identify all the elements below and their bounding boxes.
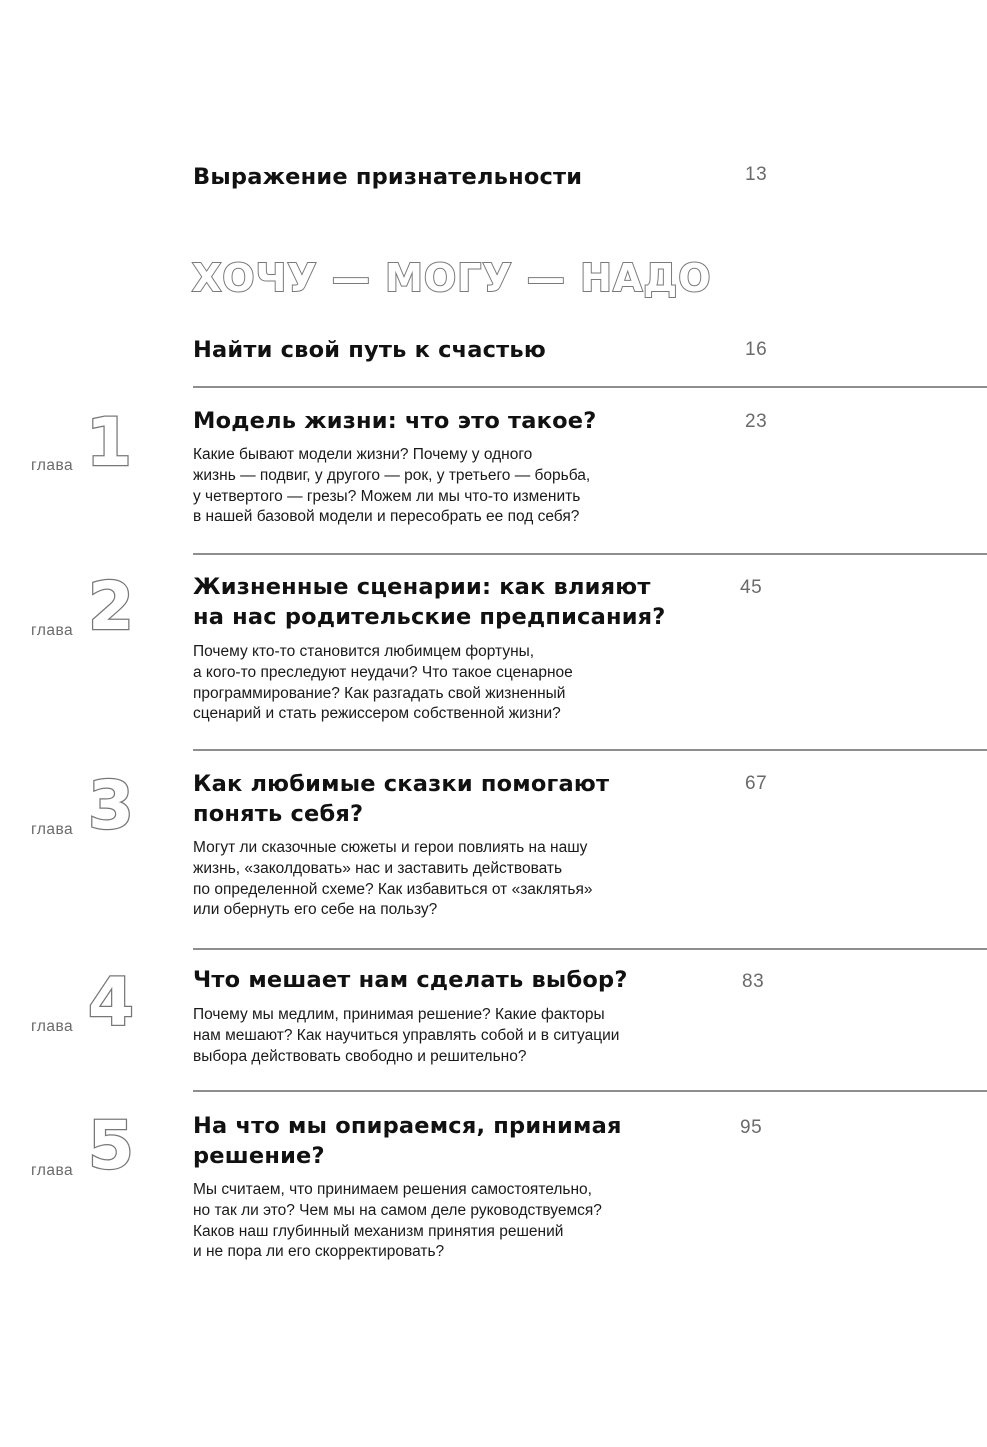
chapter-number-2: 2	[88, 568, 134, 645]
chapter-5-page: 95	[740, 1117, 763, 1138]
chapter-3-title[interactable]: Как любимые сказки помогают понять себя?	[193, 771, 610, 827]
chapter-divider	[193, 553, 987, 555]
chapter-1-page: 23	[745, 411, 768, 432]
chapter-3-description: Могут ли сказочные сюжеты и герои повлиять на нашу жизнь, «заколдовать» нас и заставить действовать по определенной схеме? Как избавиться от «заклятья» или обернуть его себе на пользу?	[193, 839, 593, 919]
chapter-number-3: 3	[88, 767, 134, 844]
chapter-label: глава	[31, 821, 74, 838]
toc-entry-happiness-page: 16	[745, 339, 768, 360]
chapter-divider	[193, 386, 987, 388]
chapter-divider	[193, 749, 987, 751]
chapter-number-4: 4	[88, 964, 134, 1041]
chapter-label: глава	[31, 457, 74, 474]
toc-entry-acknowledgements-title[interactable]: Выражение признательности	[193, 164, 583, 190]
chapter-1-description: Какие бывают модели жизни? Почему у одного жизнь — подвиг, у другого — рок, у третьего — борьба, у четвертого — грезы? Можем ли мы что-то изменить в нашей базовой модели и пересобрать ее под себя?	[193, 446, 591, 526]
part-title: ХОЧУ — МОГУ — НАДО	[192, 256, 712, 300]
chapter-divider	[193, 948, 987, 950]
chapter-divider	[193, 1090, 987, 1092]
chapter-label: глава	[31, 1018, 74, 1035]
chapter-2-title[interactable]: Жизненные сценарии: как влияют на нас родительские предписания?	[193, 574, 666, 630]
chapter-5-description: Мы считаем, что принимаем решения самостоятельно, но так ли это? Чем мы на самом деле руководствуемся? Каков наш глубинный механизм принятия решений и не пора ли его скорректировать?	[193, 1181, 602, 1261]
chapter-4-title[interactable]: Что мешает нам сделать выбор?	[193, 967, 628, 993]
chapter-5-title[interactable]: На что мы опираемся, принимая решение?	[193, 1113, 622, 1169]
chapter-3-page: 67	[745, 773, 768, 794]
chapter-label: глава	[31, 622, 74, 639]
chapter-4-description: Почему мы медлим, принимая решение? Какие факторы нам мешают? Как научиться управлять собой и в ситуации выбора действовать свободно и решительно?	[193, 1006, 620, 1065]
chapter-number-1: 1	[86, 404, 132, 481]
chapter-2-page: 45	[740, 577, 763, 598]
toc-entry-acknowledgements-page: 13	[745, 164, 768, 185]
chapter-2-description: Почему кто-то становится любимцем фортуны, а кого-то преследуют неудачи? Что такое сценарное программирование? Как разгадать свой жизненный сценарий и стать режиссером собственной жизни?	[193, 643, 573, 723]
toc-entry-happiness-title[interactable]: Найти свой путь к счастью	[193, 337, 546, 363]
chapter-number-5: 5	[88, 1107, 134, 1184]
chapter-label: глава	[31, 1162, 74, 1179]
chapter-4-page: 83	[742, 971, 765, 992]
chapter-1-title[interactable]: Модель жизни: что это такое?	[193, 408, 597, 434]
